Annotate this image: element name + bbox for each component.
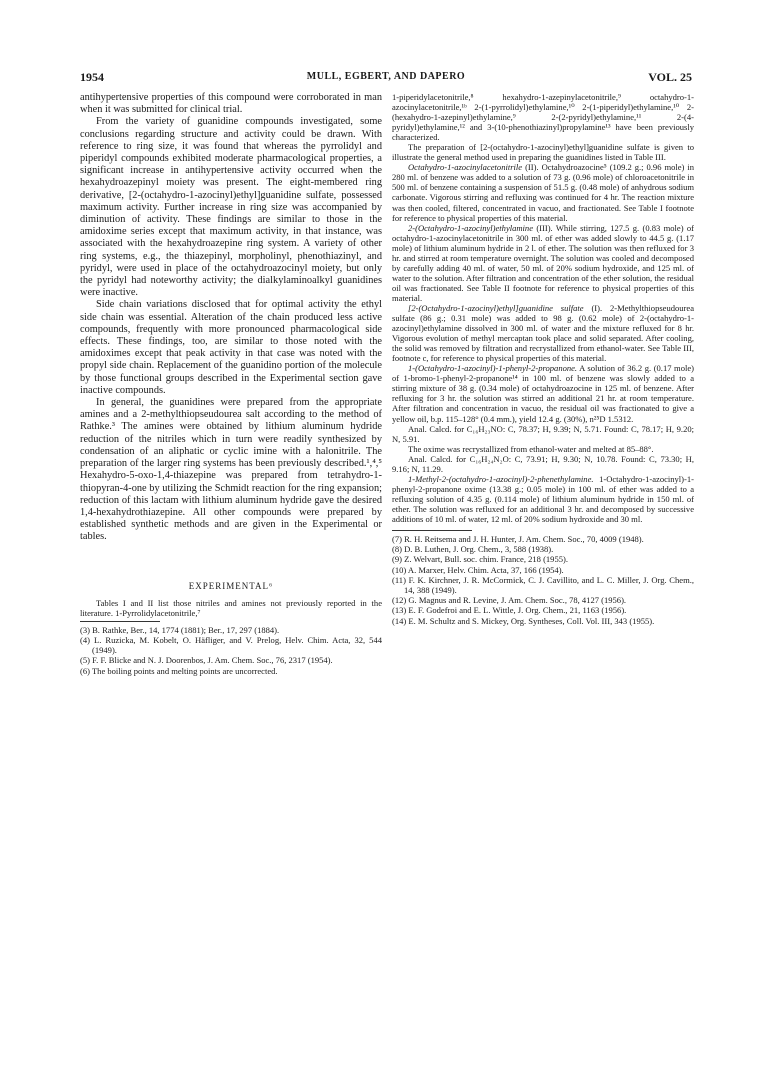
paragraph	[392, 223, 694, 303]
paragraph: antihypertensive properties of this compound were corroborated in man when it was submitted for clinical trial.	[80, 92, 382, 116]
right-column	[392, 92, 694, 626]
subsection-body: A solution of 36.2 g. (0.17 mole) of 1-bromo-1-phenyl-2-propanone¹⁴ in 100 ml. of benzene was slowly added to a stirring mixture of 38 g. (0.34 mole) of octahydroazocine in 125 ml. of benzene. After refluxing for 3 hr. the solution was stirred an additional 21 hr. at room temperature. After filtration and concentration in vacuo, the residual oil was fractionated to give a yellow oil, b.p. 115–128° (0.4 mm.), yield 12.4 g. (30%), n²⁵D 1.5312.	[392, 363, 694, 424]
subsection-title: [2-(Octahydro-1-azocinyl)ethyl]guanidine sulfate	[408, 302, 584, 313]
footnote: (4) L. Ruzicka, M. Kobelt, O. Häfliger, and V. Prelog, Helv. Chim. Acta, 32, 544 (1949).	[80, 635, 382, 656]
footnote: (14) E. M. Schultz and S. Mickey, Org. Syntheses, Coll. Vol. III, 343 (1955).	[392, 615, 655, 626]
left-column	[80, 92, 382, 676]
paragraph	[392, 303, 694, 363]
paragraph: From the variety of guanidine compounds investigated, some conclusions regarding structure and activity could be drawn. With reference to ring size, it was found that whereas the pyrrolidyl and piperidyl compounds exhibited moderate pharmacological properties, a significant increase in antihypertensive activity occurred when the hexahydroazepinyl moiety was present. The eight-membered ring derivative, [2-(octahydro-1-azocinyl)ethyl]guanidine sulfate, possessed maximum activity. Further increase in ring size was accompanied by diminution of activity. These findings are similar to those in the amidoxime series except that maximum activity, in that instance, was associated with the hexahydroazepine ring system. A variety of other ring systems, e.g., the thiazepinyl, morpholinyl, phenothiazinyl, and pyridyl, were used in place of the octahydroazocinyl moiety, but only the pyridyl had noteworthy activity; the dialkylaminoalkyl guanidines were inactive.	[80, 116, 382, 299]
volume-label: VOL. 25	[648, 70, 692, 84]
analysis-line: Anal. Calcd. for C₁₆H₂₃NO: C, 78.37; H, 9.39; N, 5.71. Found: C, 78.17; H, 9.20; N, 5.91.	[392, 423, 694, 444]
footnote: (11) F. K. Kirchner, J. R. McCormick, C. J. Cavillito, and L. C. Miller, J. Org. Chem., 14, 388 (1949).	[392, 574, 694, 596]
subsection-title: 1-(Octahydro-1-azocinyl)-1-phenyl-2-propanone.	[408, 363, 578, 374]
page-number: 1954	[80, 70, 104, 84]
paragraph	[392, 363, 694, 423]
footnote: (6) The boiling points and melting points are uncorrected.	[80, 665, 278, 676]
footnote: (5) F. F. Blicke and N. J. Doorenbos, J. Am. Chem. Soc., 76, 2317 (1954).	[80, 655, 333, 666]
running-authors: MULL, EGBERT, AND DAPERO	[306, 71, 466, 82]
subsection-title: 1-Methyl-2-(octahydro-1-azocinyl)-2-phenethylamine.	[408, 473, 594, 484]
footnote: (9) Z. Welvart, Bull. soc. chim. France, 218 (1955).	[392, 554, 568, 565]
subsection-body: (I). 2-Methylthiopseudourea sulfate (86 g.; 0.31 mole) was added to 98 g. (0.62 mole) of 2-(octahydro-1-azocinyl)ethylamine dissolved in 300 ml. of water and the mixture refluxed for 8 hr. Vigorous evolution of methyl mercaptan took place and solid separated. After cooling, the solid was removed by filtration and recrystallized from ethanol-water. See Table III, footnote c, for reference to physical properties of this material.	[392, 302, 694, 364]
paragraph: The preparation of [2-(octahydro-1-azocinyl)ethyl]guanidine sulfate is given to illustrate the general method used in preparing the guanidines listed in Table III.	[392, 142, 694, 163]
paragraph: Tables I and II list those nitriles and amines not previously reported in the literature. 1-Pyrrolidylacetonitrile,⁷	[80, 597, 382, 618]
paragraph	[392, 162, 694, 222]
subsection-body: (III). While stirring, 127.5 g. (0.83 mole) of octahydro-1-azocinylacetonitrile in 300 ml. of ether was added slowly to 44.5 g. (1.17 mole) of lithium aluminum hydride in 2 l. of ether. The solution was then refluxed for 3 hr. and stirred at room temperature overnight. The solution was cooled and decomposed by carefully adding 40 ml. of water, 50 ml. of 20% sodium hydroxide, and 125 ml. of water to the solution. After filtration and concentration of the ether solution, the residual oil was fractionated. See Table II footnote for reference to physical properties of this material.	[392, 222, 694, 303]
subsection-body: (II). Octahydroazocine⁵ (109.2 g.; 0.96 mole) in 280 ml. of benzene was added to a solution of 73 g. (0.96 mole) of chloroacetonitrile in 500 ml. of benzene containing a suspension of 51.5 g. (0.48 mole) of anhydrous sodium carbonate. Vigorous stirring and refluxing was continued for 4 hr. The reaction mixture was then cooled, filtered, concentrated in vacuo, and fractionated. See Table I footnote for reference to physical properties of this material.	[392, 162, 694, 223]
footnote: (7) R. H. Reitsema and J. H. Hunter, J. Am. Chem. Soc., 70, 4009 (1948).	[392, 534, 644, 545]
footnote-divider	[392, 530, 472, 531]
paragraph: In general, the guanidines were prepared from the appropriate amines and a 2-methylthiopseudourea salt according to the method of Rathke.³ The amines were obtained by lithium aluminum hydride reduction of the nitriles which in turn were readily synthesized by condensation of an aliphatic or cyclic imine with a halonitrile. The preparation of the larger ring systems has been previously described.¹,⁴,⁵ Hexahydro-5-oxo-1,4-thiazepine was prepared from tetrahydro-1-thiopyran-4-one by utilizing the Schmidt reaction for the ring expansion; reduction of this lactam with lithium aluminum hydride gave the desired 1,4-hexahydrothiazepine. All other compounds were prepared by established synthetic methods and are given in the Experimental or tables.	[80, 397, 382, 543]
paragraph	[392, 474, 694, 524]
paragraph: The oxime was recrystallized from ethanol-water and melted at 85–88°.	[408, 443, 654, 454]
paragraph: Side chain variations disclosed that for optimal activity the ethyl side chain was essential. Alteration of the chain produced less active compounds, frequently with more pronounced pharmacological side effects. These findings, too, are similar to those noted with the amidoximes except that peak activity in that case was noted with the propyl side chain. Replacement of the guanidino portion of the molecule by those functional groups described in the Experimental section gave inactive compounds.	[80, 299, 382, 396]
footnote: (13) E. F. Godefroi and E. L. Wittle, J. Org. Chem., 21, 1163 (1956).	[392, 605, 627, 616]
experimental-heading: EXPERIMENTAL⁶	[188, 580, 274, 591]
footnote-divider	[80, 621, 160, 622]
footnote: (10) A. Marxer, Helv. Chim. Acta, 37, 166 (1954).	[392, 564, 564, 575]
analysis-line: Anal. Calcd. for C₁₆H₂₄N₂O: C, 73.91; H, 9.30; N, 10.78. Found: C, 73.30; H, 9.16; N, 11.29.	[392, 453, 694, 474]
subsection-body: 1-Octahydro-1-azocinyl)-1-phenyl-2-propanone oxime (13.38 g.; 0.05 mole) in 100 ml. of ether was added to a refluxing solution of 4.35 g. (0.114 mole) of lithium aluminum hydride in 150 ml. of ether. The solution was refluxed for an additional 3 hr. and decomposed by successive additions of 10 ml. of water, 12 ml. of 20% sodium hydroxide and 30 ml.	[392, 473, 694, 524]
footnote: (3) B. Rathke, Ber., 14, 1774 (1881); Ber., 17, 297 (1884).	[80, 624, 280, 635]
paragraph: 1-piperidylacetonitrile,⁸ hexahydro-1-azepinylacetonitrile,⁹ octahydro-1-azocinylacetonitrile,¹ᵇ 2-(1-pyrrolidyl)ethylamine,¹⁰ 2-(1-piperidyl)ethylamine,¹⁰ 2-(hexahydro-1-azepinyl)ethylamine,⁹ 2-(2-pyridyl)ethylamine,¹¹ 2-(4-pyridyl)ethylamine,¹² and 3-(10-phenothiazinyl)propylamine¹³ have been previously characterized.	[392, 92, 694, 143]
subsection-title: Octahydro-1-azocinylacetonitrile	[408, 162, 523, 173]
running-header	[80, 70, 692, 86]
subsection-title: 2-(Octahydro-1-azocinyl)ethylamine	[408, 222, 533, 233]
footnote: (12) G. Magnus and R. Levine, J. Am. Chem. Soc., 78, 4127 (1956).	[392, 595, 627, 606]
footnote: (8) D. B. Luthen, J. Org. Chem., 3, 588 (1938).	[392, 544, 554, 555]
